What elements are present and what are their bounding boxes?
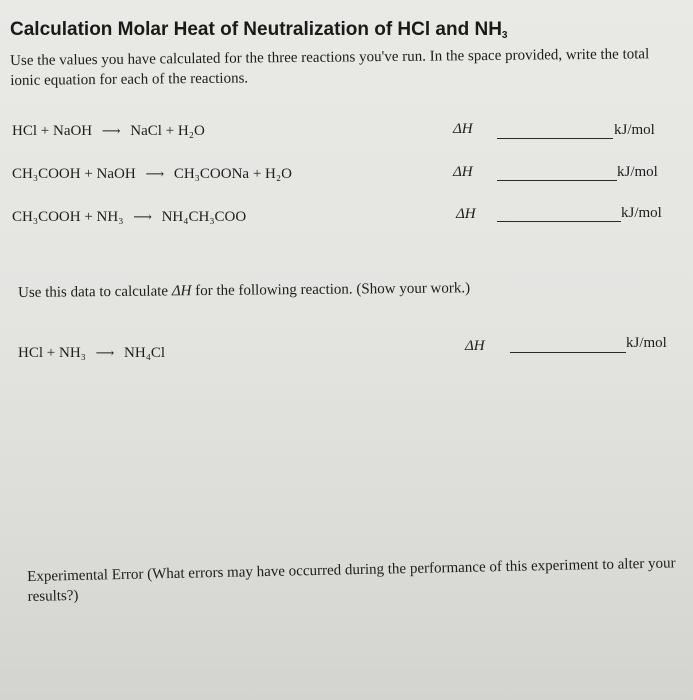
reaction-2-delta-h-label: ΔH [453,164,473,180]
plus-sign: + [40,123,50,139]
reaction-3-unit: kJ/mol [621,205,662,221]
intro-instructions: Use the values you have calculated for the three reactions you've run. In the space provided, write the total ionic equation for each of the reactions. [10,46,650,89]
arrow-icon: ⟶ [145,166,165,181]
reaction-3-equation [12,209,246,226]
plus-sign: + [84,209,93,225]
target-reaction-equation [18,345,165,362]
reaction-1-reactant: NaOH [52,123,93,139]
reaction-1-product: NaCl [130,123,162,139]
reaction-1-delta-h-label: ΔH [453,121,473,137]
reaction-3-delta-h-label: ΔH [456,206,476,222]
calc-prompt-text: Use this data to calculate [18,283,172,301]
title-text: Calculation Molar Heat of Neutralization of HCl and NH [10,19,502,40]
reaction-2-reactant: NaOH [96,166,136,182]
calc-prompt-text: for the following reaction. (Show your work.) [191,280,471,300]
reaction-2-reactant: CH₃COOH [12,166,81,182]
reaction-2-answer-blank[interactable] [497,180,617,181]
target-product: NH₄Cl [124,345,166,361]
plus-sign: + [46,345,56,361]
target-delta-h-label: ΔH [465,338,485,354]
reaction-1-product: H₂O [177,123,205,139]
reaction-3-product: NH₄CH₃COO [161,209,247,225]
reaction-3-answer-blank[interactable] [497,221,621,222]
reaction-1-answer-blank[interactable] [497,138,613,139]
calc-prompt-symbol: ΔH [171,283,192,300]
reaction-2-unit: kJ/mol [617,164,658,180]
title-subscript: 3 [501,30,508,41]
reaction-1-equation [12,123,205,140]
plus-sign: + [252,166,262,182]
target-reactant: HCl [18,345,44,361]
arrow-icon: ⟶ [101,123,121,138]
target-unit: kJ/mol [626,335,667,351]
reaction-2-product: CH₃COONa [173,166,250,182]
reaction-3-reactant: CH₃COOH [12,209,81,225]
reaction-2-equation [12,166,292,183]
target-answer-blank[interactable] [510,352,626,353]
plus-sign: + [165,123,175,139]
page-title [10,19,507,41]
plus-sign: + [84,166,93,182]
target-reactant: NH₃ [58,345,86,361]
reaction-1-unit: kJ/mol [614,122,655,138]
reaction-1-reactant: HCl [12,123,38,139]
arrow-icon: ⟶ [133,209,152,224]
reaction-3-reactant: NH₃ [96,209,124,225]
experimental-error-prompt: Experimental Error (What errors may have occurred during the performance of this experiment to alter your results?) [27,555,676,605]
reaction-2-product: H₂O [265,166,292,182]
arrow-icon: ⟶ [95,345,115,360]
calculation-prompt [18,280,470,302]
